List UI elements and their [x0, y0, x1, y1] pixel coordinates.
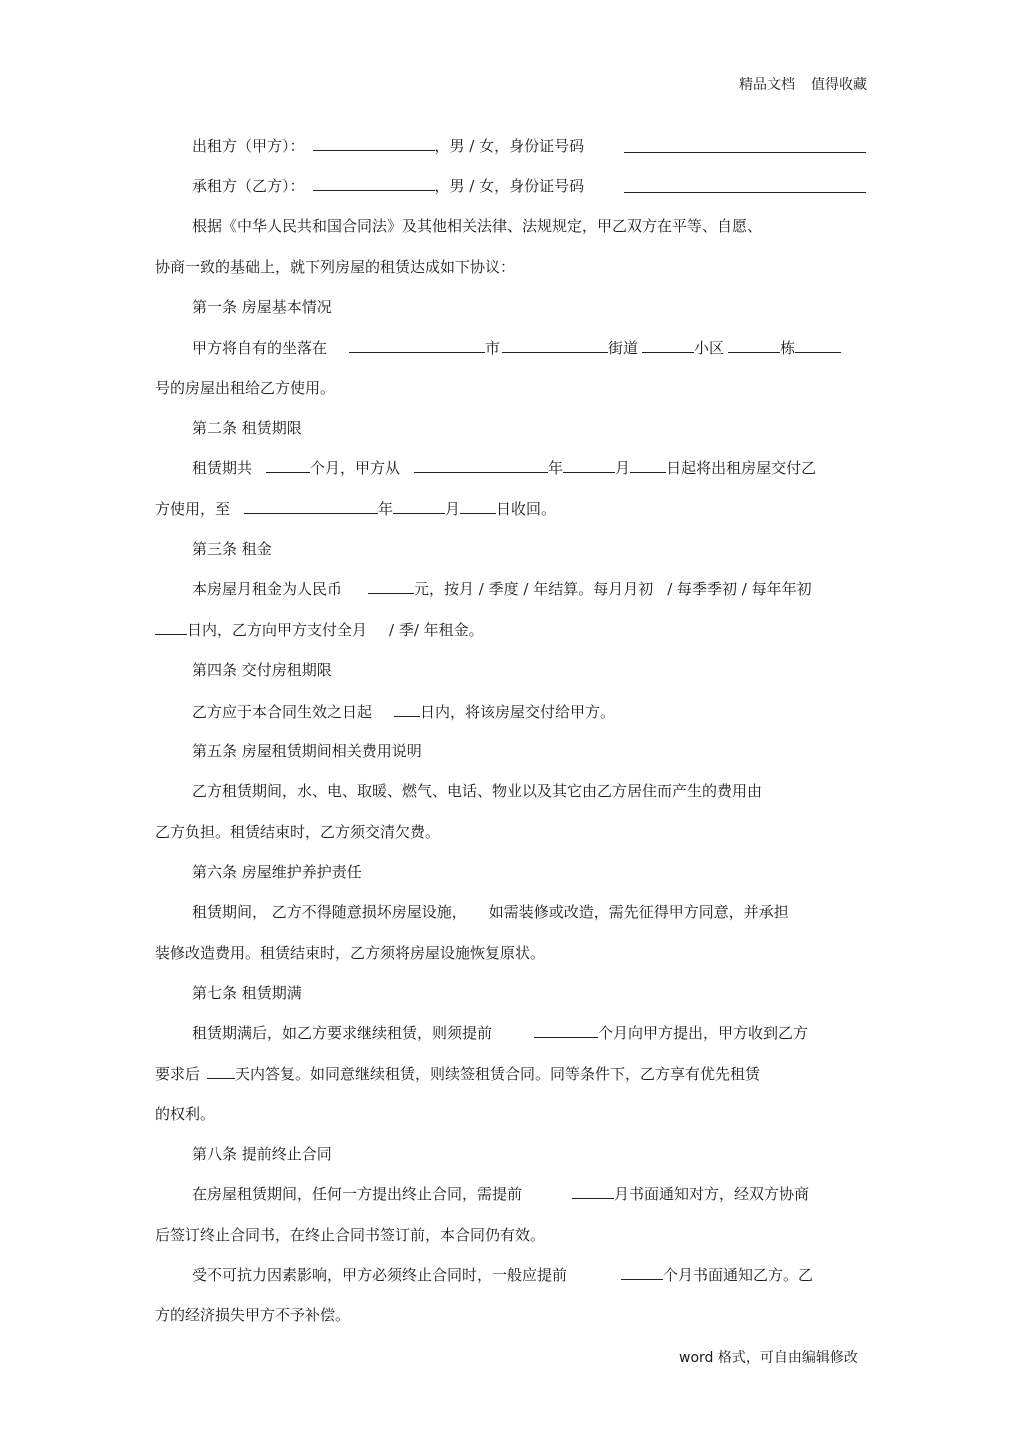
art3-text-2: 元，按月 / 季度 / 年结算。每月月初 — [414, 580, 654, 598]
art8-text-3: 受不可抗力因素影响，甲方必须终止合同时，一般应提前 — [192, 1266, 568, 1284]
article-1-line-2: 号的房屋出租给乙方使用。 — [155, 379, 336, 397]
header-left-text: 精品文档 — [739, 77, 795, 93]
art3-text-4: 日内，乙方向甲方支付全月 — [187, 621, 368, 639]
city-blank — [349, 338, 485, 353]
rent-amount-blank — [368, 579, 414, 594]
months-blank — [266, 458, 310, 473]
lessor-id-blank — [624, 138, 866, 153]
article-2-line-1 — [192, 458, 816, 478]
intro-line-1: 根据《中华人民共和国合同法》及其他相关法律、法规规定，甲乙双方在平等、自愿、 — [192, 217, 763, 235]
start-year-blank — [414, 458, 548, 473]
article-8-line-4: 方的经济损失甲方不予补偿。 — [155, 1306, 351, 1324]
article-1-line-1 — [192, 338, 841, 358]
art2-text-4: 月 — [615, 459, 631, 477]
article-5-line-1: 乙方租赁期间，水、电、取暖、燃气、电话、物业以及其它由乙方居住而产生的费用由 — [192, 782, 763, 800]
art2-text-2: 个月，甲方从 — [310, 459, 401, 477]
art7-text-1: 租赁期满后，如乙方要求继续租赁，则须提前 — [192, 1024, 493, 1042]
lessee-name-blank — [313, 176, 435, 191]
article-6-title: 第六条 房屋维护养护责任 — [192, 863, 362, 881]
article-3-title: 第三条 租金 — [192, 540, 272, 558]
art7-text-2: 个月向甲方提出，甲方收到乙方 — [598, 1024, 809, 1042]
art3-text-3: / 每季季初 / 每年年初 — [667, 580, 812, 598]
article-6-line-1 — [192, 902, 789, 922]
lessor-label: 出租方（甲方）： — [192, 137, 305, 155]
article-8-line-2: 后签订终止合同书，在终止合同书签订前，本合同仍有效。 — [155, 1226, 546, 1244]
community-blank — [642, 338, 694, 353]
art1-text-1: 甲方将自有的坐落在 — [192, 339, 328, 357]
art2-text-1: 租赁期共 — [192, 459, 253, 477]
article-5-line-2: 乙方负担。租赁结束时，乙方须交清欠费。 — [155, 823, 441, 841]
art8-text-2: 月书面通知对方，经双方协商 — [614, 1185, 810, 1203]
termination-notice-blank — [572, 1184, 614, 1199]
art2-text-3: 年 — [548, 459, 564, 477]
article-8-title: 第八条 提前终止合同 — [192, 1145, 332, 1163]
art8-text-1: 在房屋租赁期间，任何一方提出终止合同，需提前 — [192, 1185, 523, 1203]
end-year-blank — [244, 499, 378, 514]
art7-text-4: 天内答复。如同意继续租赁，则续签租赁合同。同等条件下，乙方享有优先租赁 — [235, 1065, 761, 1083]
lessor-line — [192, 136, 584, 156]
intro-line-2: 协商一致的基础上，就下列房屋的租赁达成如下协议： — [155, 258, 516, 276]
art3-text-1: 本房屋月租金为人民币 — [192, 580, 343, 598]
article-1-title: 第一条 房屋基本情况 — [192, 298, 332, 316]
renewal-months-blank — [534, 1023, 598, 1038]
art7-text-3: 要求后 — [155, 1065, 201, 1083]
art8-text-4: 个月书面通知乙方。乙 — [663, 1266, 814, 1284]
lessee-label: 承租方（乙方）： — [192, 177, 305, 195]
article-2-line-2 — [155, 499, 556, 519]
art1-text-4: 小区 — [694, 339, 725, 357]
reply-days-blank — [207, 1064, 235, 1079]
art1-text-5: 栋 — [780, 339, 796, 357]
lessor-gender-id: ，男 / 女，身份证号码 — [434, 137, 585, 155]
payment-days-blank — [155, 620, 187, 635]
building-blank — [728, 338, 780, 353]
header-right-text: 值得收藏 — [811, 77, 867, 93]
lessee-gender-id: ，男 / 女，身份证号码 — [434, 177, 585, 195]
footer-text: 格式，可自由编辑修改 — [713, 1350, 858, 1366]
room-blank — [795, 338, 841, 353]
article-7-title: 第七条 租赁期满 — [192, 984, 302, 1002]
article-4-line-1 — [192, 702, 615, 722]
article-3-line-2 — [155, 620, 484, 640]
article-3-line-1 — [192, 579, 812, 599]
start-day-blank — [630, 458, 666, 473]
handover-days-blank — [394, 702, 420, 717]
end-month-blank — [393, 499, 445, 514]
street-blank — [502, 338, 608, 353]
end-day-blank — [460, 499, 496, 514]
article-7-line-2 — [155, 1064, 760, 1084]
page-header — [739, 76, 867, 94]
lessor-name-blank — [313, 136, 435, 151]
article-8-line-1 — [192, 1184, 809, 1204]
art3-text-5: / 季/ 年租金。 — [389, 621, 484, 639]
force-majeure-notice-blank — [621, 1265, 663, 1280]
article-6-line-2: 装修改造费用。租赁结束时，乙方须将房屋设施恢复原状。 — [155, 944, 546, 962]
footer-word: word — [679, 1350, 714, 1366]
article-2-title: 第二条 租赁期限 — [192, 419, 302, 437]
art4-text-1: 乙方应于本合同生效之日起 — [192, 703, 373, 721]
art2-text-9: 日收回。 — [496, 500, 557, 518]
article-4-title: 第四条 交付房租期限 — [192, 661, 332, 679]
art6-text-1: 租赁期间， 乙方不得随意损坏房屋设施， — [192, 903, 467, 921]
art2-text-8: 月 — [445, 500, 461, 518]
article-5-title: 第五条 房屋租赁期间相关费用说明 — [192, 742, 422, 760]
art2-text-5: 日起将出租房屋交付乙 — [666, 459, 817, 477]
article-7-line-3: 的权利。 — [155, 1105, 216, 1123]
lessee-line — [192, 176, 584, 196]
article-8-line-3 — [192, 1265, 813, 1285]
art6-text-2: 如需装修或改造，需先征得甲方同意，并承担 — [488, 903, 789, 921]
art4-text-2: 日内，将该房屋交付给甲方。 — [420, 703, 616, 721]
lessee-id-blank — [624, 178, 866, 193]
art2-text-7: 年 — [378, 500, 394, 518]
page-footer — [679, 1349, 858, 1367]
start-month-blank — [563, 458, 615, 473]
art1-text-3: 街道 — [608, 339, 639, 357]
article-7-line-1 — [192, 1023, 808, 1043]
art2-text-6: 方使用，至 — [155, 500, 231, 518]
art1-text-2: 市 — [485, 339, 501, 357]
